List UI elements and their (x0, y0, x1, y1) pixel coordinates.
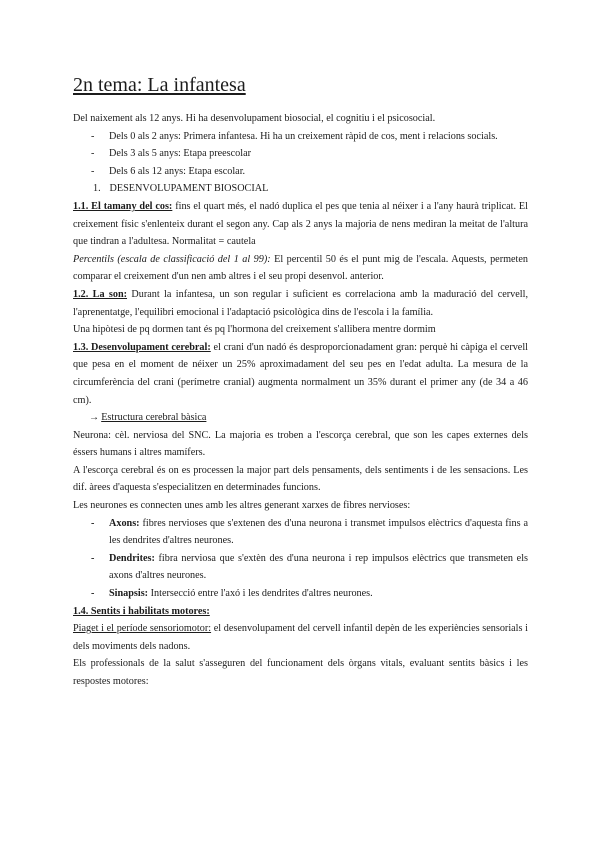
right-arrow-icon: → (89, 412, 100, 424)
section-1-3-text: el crani d'un nadó és desproporcionadament gran: perquè hi càpiga el cervell que pesa en el moment de néixer un 25% aproximadament del seu pes en l'edat adulta. La mesura de la circumferència del crani (perímetre cranial) augmenta normalment un 35% durant el primer any (de 34 a 46 cm). (73, 341, 528, 406)
section-1-2-heading: 1.2. La son: (73, 288, 128, 300)
stage-text: Dels 6 als 12 anys: Etapa escolar. (109, 165, 246, 177)
escorca-paragraph: A l'escorça cerebral és on es processen la major part dels pensaments, dels sentiments i de les sensacions. Les dif. àrees d'aquesta s'especialitzen en determinades funcions. (73, 464, 528, 494)
list-item (73, 163, 528, 181)
piaget-text: el desenvolupament del cervell infantil depèn de les experiències sensorials i dels moviments dels nadons. (73, 623, 528, 652)
section-number: 1. (93, 183, 101, 195)
section-1-1-text: fins el quart més, el nadó duplica el pes que tenia al néixer i a l'any haurà triplicat. El creixement físic s'enlenteix durant el segon any. Cap als 2 anys la majoria de nens mediran la meitat de l'altura que tindran a l'adultesa. Normalitat = cautela (73, 200, 528, 248)
intro-paragraph: Del naixement als 12 anys. Hi ha desenvolupament biosocial, el cognitiu i el psicosocial. (73, 113, 436, 124)
list-item (73, 145, 528, 163)
percentils-paragraph (73, 251, 528, 286)
section-1-1-heading: 1.1. El tamany del cos: (73, 200, 173, 212)
stages-list (73, 128, 528, 181)
fibre-text: fibra nerviosa que s'extèn des d'una neurona i rep impulsos elèctrics que transmeten els axons d'altres neurones. (109, 552, 528, 582)
dash-bullet: - (91, 148, 95, 160)
section-1-2-paragraph (73, 286, 528, 321)
percentils-label: Percentils (escala de classificació del 1 al 99): (73, 253, 271, 265)
list-item (73, 585, 528, 603)
section-1-4-heading (73, 603, 528, 621)
list-item (73, 515, 528, 550)
piaget-label: Piaget i el període sensoriomotor: (73, 623, 212, 635)
professionals-paragraph: Els professionals de la salut s'asseguren del funcionament dels òrgans vitals, evaluant sentits bàsics i les respostes motores: (73, 658, 528, 687)
section-label: DESENVOLUPAMENT BIOSOCIAL (109, 183, 269, 195)
stage-text: Dels 0 als 2 anys: Primera infantesa. Hi ha un creixement ràpid de cos, ment i relacions socials. (109, 130, 498, 142)
piaget-paragraph (73, 620, 528, 655)
dash-bullet: - (91, 130, 95, 142)
percentils-text: El percentil 50 és el punt mig de l'escala. Aquests, permeten comparar el creixement d'un nen amb altres i el seu propi desenvol. anterior. (73, 253, 528, 283)
fibre-text: fibres nervioses que s'extenen des d'una neurona i transmet impulsos elèctrics d'aquesta fins a les dendrites d'altres neurones. (109, 517, 528, 547)
fibre-term: Axons: (109, 517, 140, 529)
list-item (73, 550, 528, 585)
section-1-2-text: Durant la infantesa, un son regular i suficient es correlaciona amb la maduració del cervell, l'aprenentatge, l'equilibri emocional i l'adaptació psicològica dins de l'escola i la família. (73, 288, 528, 318)
estructura-heading (73, 409, 528, 427)
stage-text: Dels 3 als 5 anys: Etapa preescolar (109, 148, 252, 160)
fibre-text: Intersecció entre l'axó i les dendrites d'altres neurones. (148, 588, 373, 600)
fibre-term: Dendrites: (109, 552, 155, 564)
dash-bullet: - (91, 588, 95, 600)
section-1-4-heading-text: 1.4. Sentits i habilitats motores: (73, 605, 210, 617)
section-1-3-heading: 1.3. Desenvolupament cerebral: (73, 341, 211, 353)
section-1-3-paragraph (73, 339, 528, 409)
dash-bullet: - (91, 517, 95, 529)
dash-bullet: - (91, 165, 95, 177)
estructura-label: Estructura cerebral bàsica (101, 412, 207, 424)
section-1-1-paragraph (73, 198, 528, 251)
fibre-term: Sinapsis: (109, 588, 149, 600)
section-1-heading (73, 180, 528, 198)
fibres-list (73, 515, 528, 603)
dash-bullet: - (91, 552, 95, 564)
neurones-paragraph: Les neurones es connecten unes amb les altres generant xarxes de fibres nervioses: (73, 500, 411, 512)
list-item (73, 128, 528, 146)
neurona-paragraph: Neurona: cèl. nerviosa del SNC. La majoria es troben a l'escorça cerebral, que son les capes externes dels éssers humans i altres mamífers. (73, 429, 528, 459)
sleep-note: Una hipòtesi de pq dormen tant és pq l'hormona del creixement s'allibera mentre dormim (73, 324, 436, 336)
page-title: 2n tema: La infantesa (73, 74, 246, 96)
